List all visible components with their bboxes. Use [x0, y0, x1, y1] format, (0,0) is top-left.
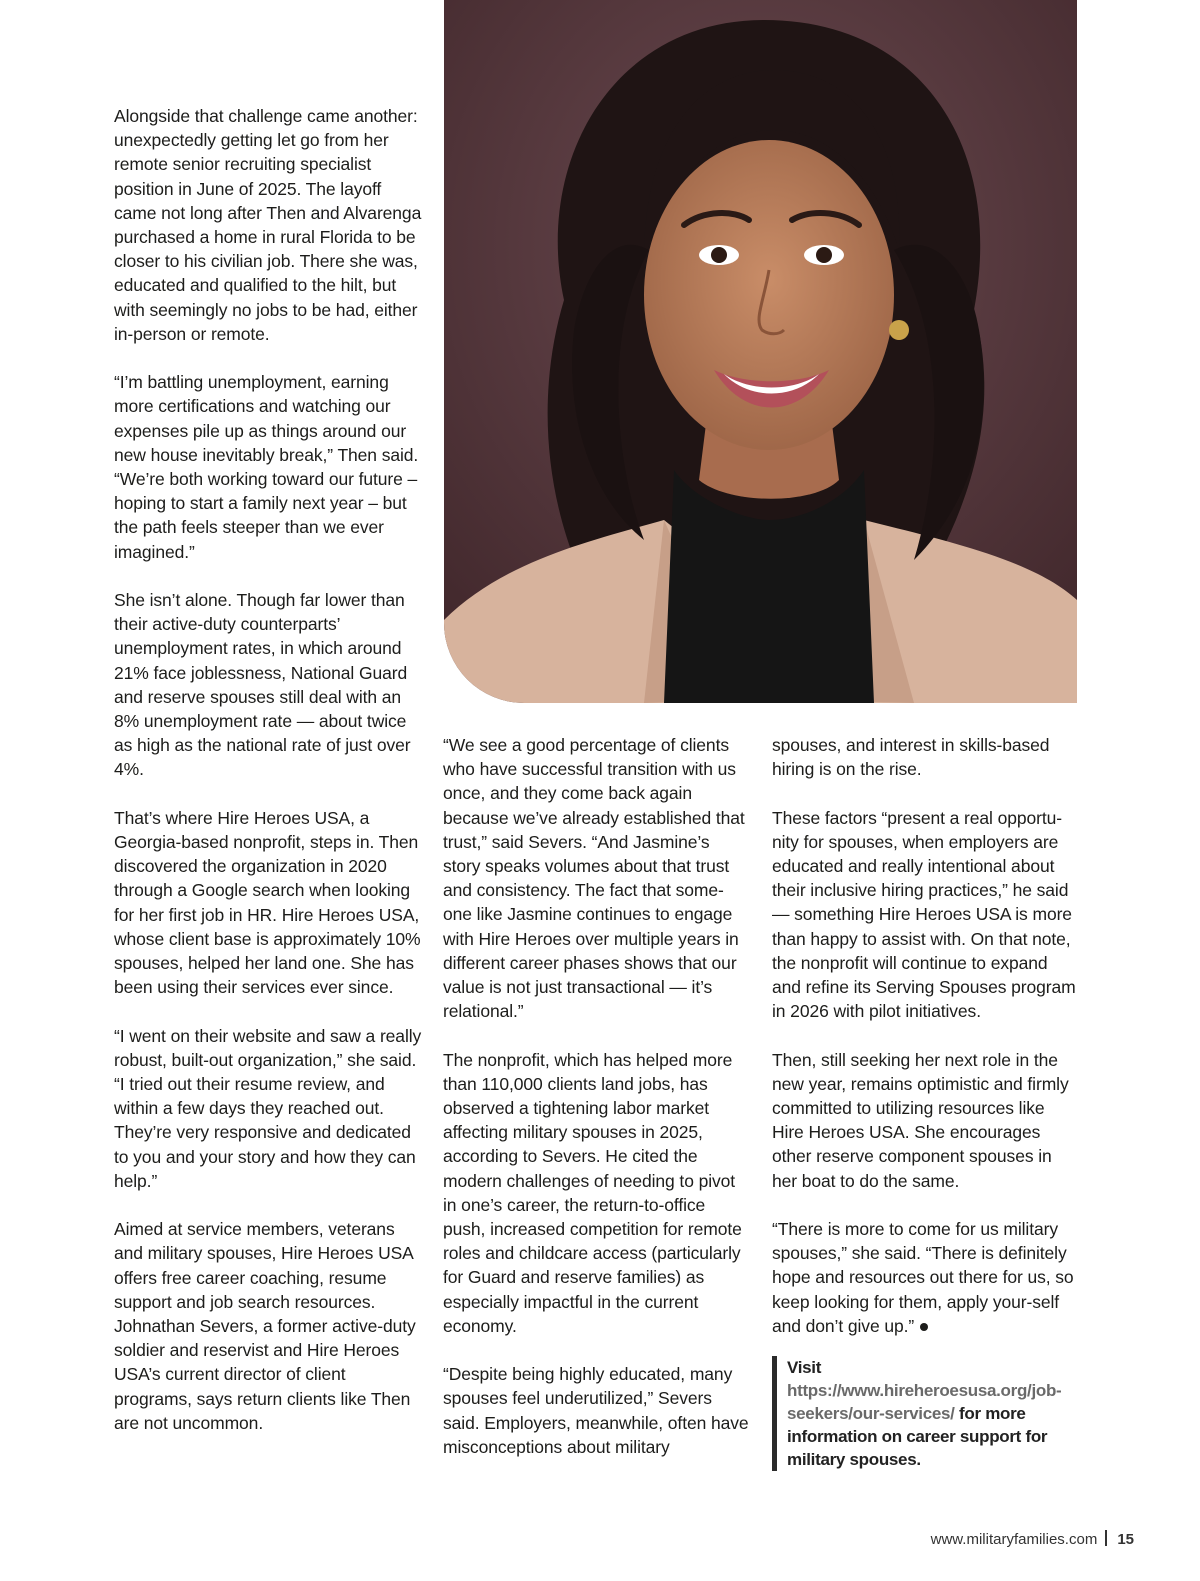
article-column-1 [114, 104, 422, 1459]
callout-text [787, 1356, 1097, 1471]
paragraph: She isn’t alone. Though far lower than their active-duty counterparts’ unemployment rates, in which around 21% face joblessness, National Guard and reserve spouses still deal with an 8% unemployment rate — about twice as high as the national rate of just over 4%. [114, 590, 411, 780]
paragraph: “Despite being highly educated, many spouses feel underutilized,” Severs said. Employers, meanwhile, often have misconceptions about military [443, 1364, 749, 1457]
end-mark-icon [920, 1323, 928, 1331]
paragraph: These factors “present a real opportu-nity for spouses, when employers are educated and really intentional about their inclusive hiring practices,” he said — something Hire Heroes USA is more than happy to assist with. On that note, the nonprofit will continue to expand and refine its Serving Spouses program in 2026 with pilot initiatives. [772, 807, 1076, 1022]
article-column-2 [443, 733, 749, 1483]
closing-quote: “There is more to come for us military spouses,” she said. “There is definitely hope and resources out there for us, so keep looking for them, apply your-self and don’t give up.” [772, 1219, 1074, 1336]
info-callout [772, 1356, 1097, 1471]
paragraph: “I went on their website and saw a really robust, built-out organization,” she said. “I tried out their resume review, and within a few days they reached out. They’re very responsive and dedicated to you and your story and how they can help.” [114, 1025, 422, 1191]
paragraph: Alongside that challenge came another: unexpectedly getting let go from her remote senior recruiting specialist position in June of 2025. The layoff came not long after Then and Alvarenga purchased a home in rural Florida to be closer to his civilian job. There she was, educated and qualified to the hilt, but with seemingly no jobs to be had, either in-person or remote. [114, 106, 422, 344]
paragraph: That’s where Hire Heroes USA, a Georgia-based nonprofit, steps in. Then discovered the organization in 2020 through a Google search when looking for her first job in HR. Hire Heroes USA, whose client base is approximately 10% spouses, helped her land one. She has been using their services ever since. [114, 807, 421, 998]
paragraph: Then, still seeking her next role in the new year, remains optimistic and firmly committed to utilizing resources like Hire Heroes USA. She encourages other reserve component spouses in her boat to do the same. [772, 1049, 1069, 1191]
paragraph: “I’m battling unemployment, earning more certifications and watching our expenses pile up as things around our new house inevitably break,” Then said. “We’re both working toward our future – hoping to start a family next year – but the path feels steeper than we ever imagined.” [114, 372, 419, 562]
page-number: 15 [1117, 1531, 1134, 1548]
paragraph [772, 1217, 1080, 1338]
footer-divider [1105, 1530, 1107, 1546]
paragraph: Aimed at service members, veterans and military spouses, Hire Heroes USA offers free career coaching, resume support and job search resources. Johnathan Severs, a former active-duty soldier and reservist and Hire Heroes USA’s current director of client programs, says return clients like Then are not uncommon. [114, 1219, 416, 1433]
footer-url[interactable]: www.militaryfamilies.com [930, 1531, 1098, 1548]
paragraph: spouses, and interest in skills-based hiring is on the rise. [772, 735, 1050, 780]
article-column-3 [772, 733, 1080, 1362]
paragraph: The nonprofit, which has helped more than 110,000 clients land jobs, has observed a tightening labor market affecting military spouses in 2025, according to Severs. He cited the modern challenges of needing to pivot in one’s career, the return-to-office push, increased competition for remote roles and childcare access (particularly for Guard and reserve families) as especially impactful in the current economy. [443, 1049, 742, 1336]
callout-suffix: for more information on career support for military spouses. [787, 1404, 1048, 1469]
callout-prefix: Visit [787, 1358, 822, 1377]
page-footer [931, 1530, 1134, 1548]
callout-link[interactable]: https://www.hireheroesusa.org/job-seekers/our-services/ [787, 1381, 1062, 1423]
paragraph: “We see a good percentage of clients who have successful transition with us once, and they come back again because we’ve already established that trust,” said Severs. “And Jasmine’s story speaks volumes about that trust and consistency. The fact that some-one like Jasmine continues to engage with Hire Heroes over multiple years in different career phases shows that our value is not just transactional — it’s relational.” [443, 735, 745, 1022]
portrait-photo [444, 0, 1077, 703]
